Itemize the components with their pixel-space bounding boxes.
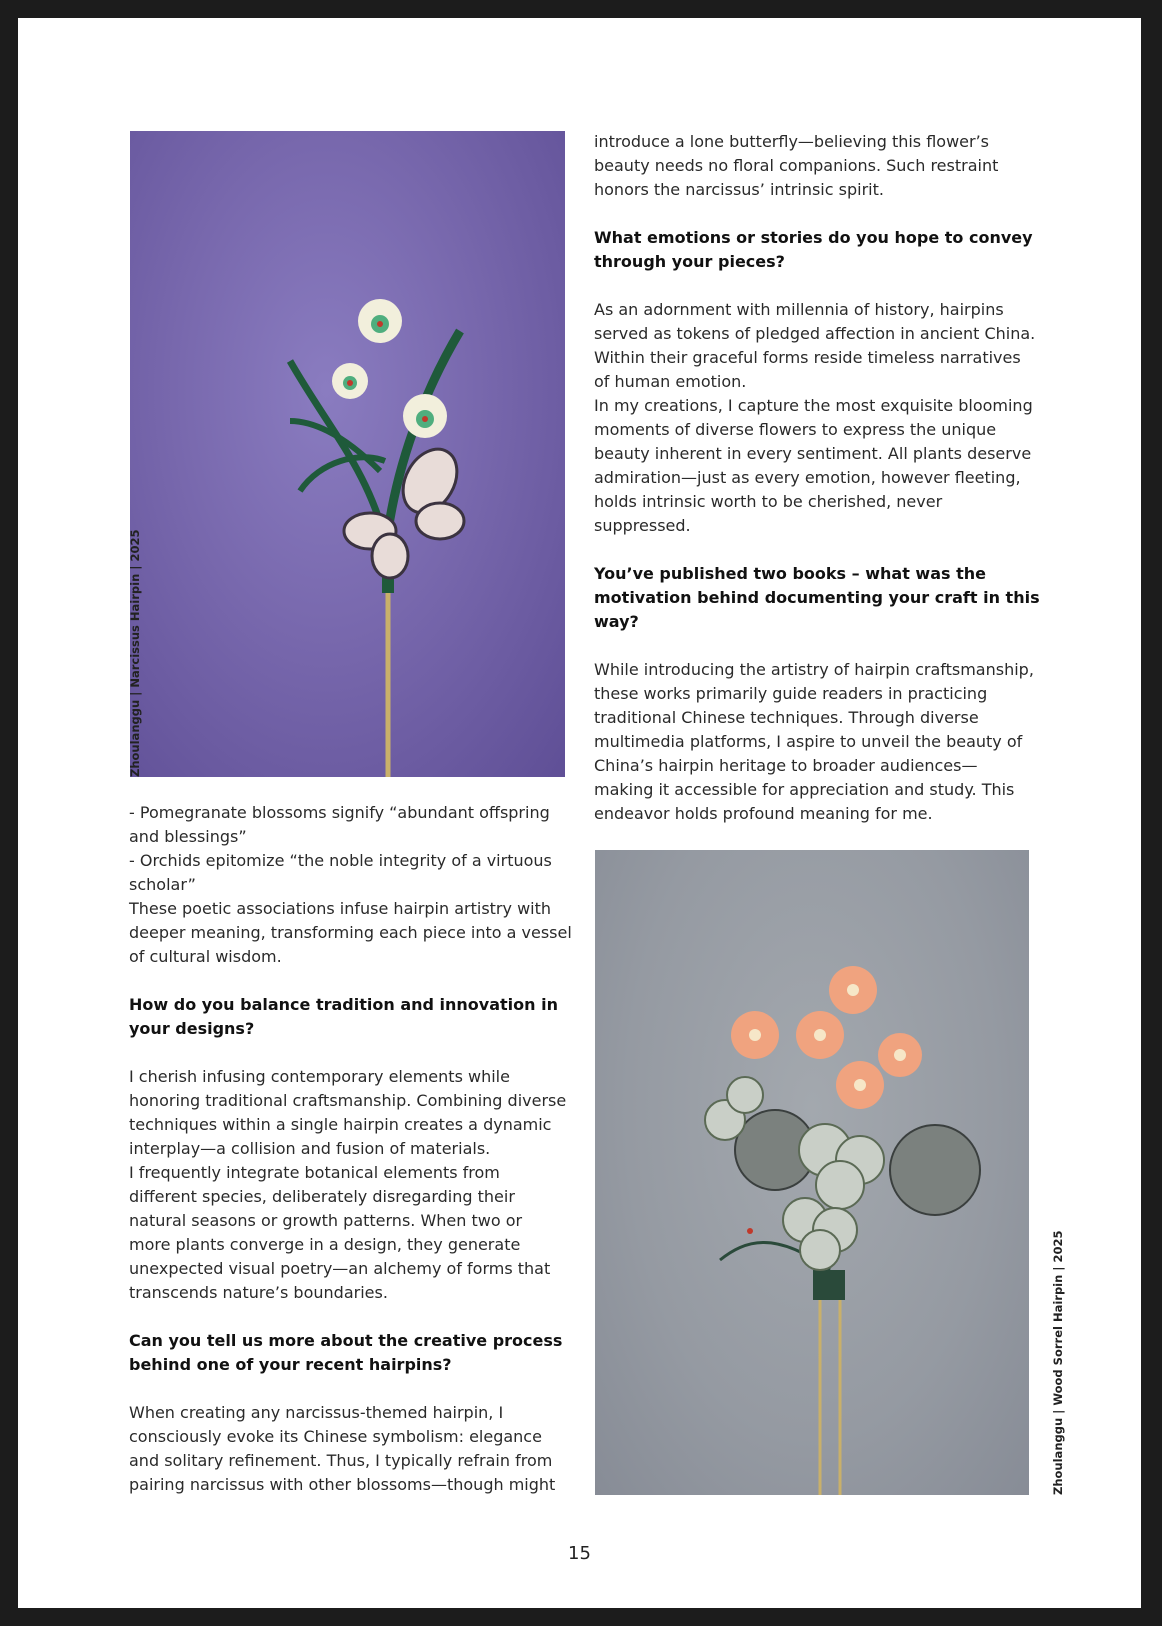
photo-caption-left: Zhoulanggu | Narcissus Hairpin | 2025 bbox=[128, 529, 142, 777]
text-line: China’s hairpin heritage to broader audiences— bbox=[594, 756, 978, 775]
text-line: interplay—a collision and fusion of materials. bbox=[129, 1139, 491, 1158]
text-line: making it accessible for appreciation and study. This bbox=[594, 780, 1015, 799]
text-line: different species, deliberately disregarding their bbox=[129, 1187, 515, 1206]
interview-question bbox=[129, 1329, 569, 1377]
text-line: suppressed. bbox=[594, 516, 691, 535]
paragraph-gap bbox=[594, 538, 1034, 562]
answer-paragraph bbox=[129, 1401, 569, 1497]
text-line: of cultural wisdom. bbox=[129, 947, 282, 966]
text-line: How do you balance tradition and innovation in bbox=[129, 995, 558, 1014]
answer-paragraph bbox=[129, 1065, 569, 1305]
interview-question bbox=[129, 993, 569, 1041]
wood-sorrel-hairpin-photo bbox=[595, 850, 1029, 1495]
text-line: These poetic associations infuse hairpin artistry with bbox=[129, 899, 552, 918]
text-line: Can you tell us more about the creative process bbox=[129, 1331, 563, 1350]
paragraph-gap bbox=[594, 202, 1034, 226]
text-line: way? bbox=[594, 612, 639, 631]
text-line: - Pomegranate blossoms signify “abundant offspring bbox=[129, 803, 550, 822]
text-line: behind one of your recent hairpins? bbox=[129, 1355, 452, 1374]
text-line: holds intrinsic worth to be cherished, never bbox=[594, 492, 943, 511]
text-line: endeavor holds profound meaning for me. bbox=[594, 804, 933, 823]
interview-question bbox=[594, 562, 1040, 634]
text-line: - Orchids epitomize “the noble integrity of a virtuous bbox=[129, 851, 552, 870]
text-line: beauty inherent in every sentiment. All plants deserve bbox=[594, 444, 1032, 463]
text-line: natural seasons or growth patterns. When two or bbox=[129, 1211, 523, 1230]
text-line: introduce a lone butterfly—believing this flower’s bbox=[594, 132, 990, 151]
text-line: Within their graceful forms reside timeless narratives bbox=[594, 348, 1021, 367]
answer-paragraph bbox=[594, 130, 1034, 202]
text-line: You’ve published two books – what was the bbox=[594, 564, 986, 583]
text-line: served as tokens of pledged affection in ancient China. bbox=[594, 324, 1036, 343]
text-line: As an adornment with millennia of history, hairpins bbox=[594, 300, 1004, 319]
interview-question bbox=[594, 226, 1034, 274]
text-line: deeper meaning, transforming each piece into a vessel bbox=[129, 923, 572, 942]
paragraph-gap bbox=[129, 1305, 569, 1329]
text-line: pairing narcissus with other blossoms—though might bbox=[129, 1475, 556, 1494]
answer-paragraph bbox=[594, 298, 1034, 538]
text-line: motivation behind documenting your craft in this bbox=[594, 588, 1040, 607]
answer-paragraph bbox=[129, 801, 572, 969]
text-line: more plants converge in a design, they generate bbox=[129, 1235, 521, 1254]
text-line: I frequently integrate botanical elements from bbox=[129, 1163, 500, 1182]
magazine-page bbox=[18, 18, 1141, 1608]
text-line: consciously evoke its Chinese symbolism: elegance bbox=[129, 1427, 542, 1446]
text-line: honors the narcissus’ intrinsic spirit. bbox=[594, 180, 884, 199]
text-line: your designs? bbox=[129, 1019, 255, 1038]
photo-caption-right: Zhoulanggu | Wood Sorrel Hairpin | 2025 bbox=[1051, 1230, 1065, 1495]
left-text-column bbox=[129, 801, 572, 1497]
text-line: and solitary refinement. Thus, I typically refrain from bbox=[129, 1451, 553, 1470]
page-number: 15 bbox=[568, 1543, 591, 1564]
text-line: multimedia platforms, I aspire to unveil the beauty of bbox=[594, 732, 1023, 751]
text-line: and blessings” bbox=[129, 827, 247, 846]
paragraph-gap bbox=[129, 1377, 569, 1401]
text-line: When creating any narcissus-themed hairpin, I bbox=[129, 1403, 504, 1422]
text-line: scholar” bbox=[129, 875, 196, 894]
text-line: I cherish infusing contemporary elements while bbox=[129, 1067, 510, 1086]
text-line: traditional Chinese techniques. Through diverse bbox=[594, 708, 979, 727]
text-line: of human emotion. bbox=[594, 372, 747, 391]
text-line: through your pieces? bbox=[594, 252, 785, 271]
text-line: While introducing the artistry of hairpin craftsmanship, bbox=[594, 660, 1034, 679]
text-line: these works primarily guide readers in practicing bbox=[594, 684, 988, 703]
paragraph-gap bbox=[129, 1041, 569, 1065]
text-line: moments of diverse flowers to express the unique bbox=[594, 420, 997, 439]
text-line: admiration—just as every emotion, however fleeting, bbox=[594, 468, 1021, 487]
text-line: techniques within a single hairpin creates a dynamic bbox=[129, 1115, 552, 1134]
paragraph-gap bbox=[594, 274, 1034, 298]
narcissus-hairpin-photo bbox=[130, 131, 565, 777]
text-line: honoring traditional craftsmanship. Combining diverse bbox=[129, 1091, 567, 1110]
text-line: beauty needs no floral companions. Such restraint bbox=[594, 156, 999, 175]
text-line: transcends nature’s boundaries. bbox=[129, 1283, 388, 1302]
right-text-column bbox=[594, 130, 1040, 826]
text-line: In my creations, I capture the most exquisite blooming bbox=[594, 396, 1033, 415]
answer-paragraph bbox=[594, 658, 1034, 826]
text-line: unexpected visual poetry—an alchemy of forms that bbox=[129, 1259, 551, 1278]
text-line: What emotions or stories do you hope to convey bbox=[594, 228, 1033, 247]
paragraph-gap bbox=[594, 634, 1034, 658]
paragraph-gap bbox=[129, 969, 569, 993]
